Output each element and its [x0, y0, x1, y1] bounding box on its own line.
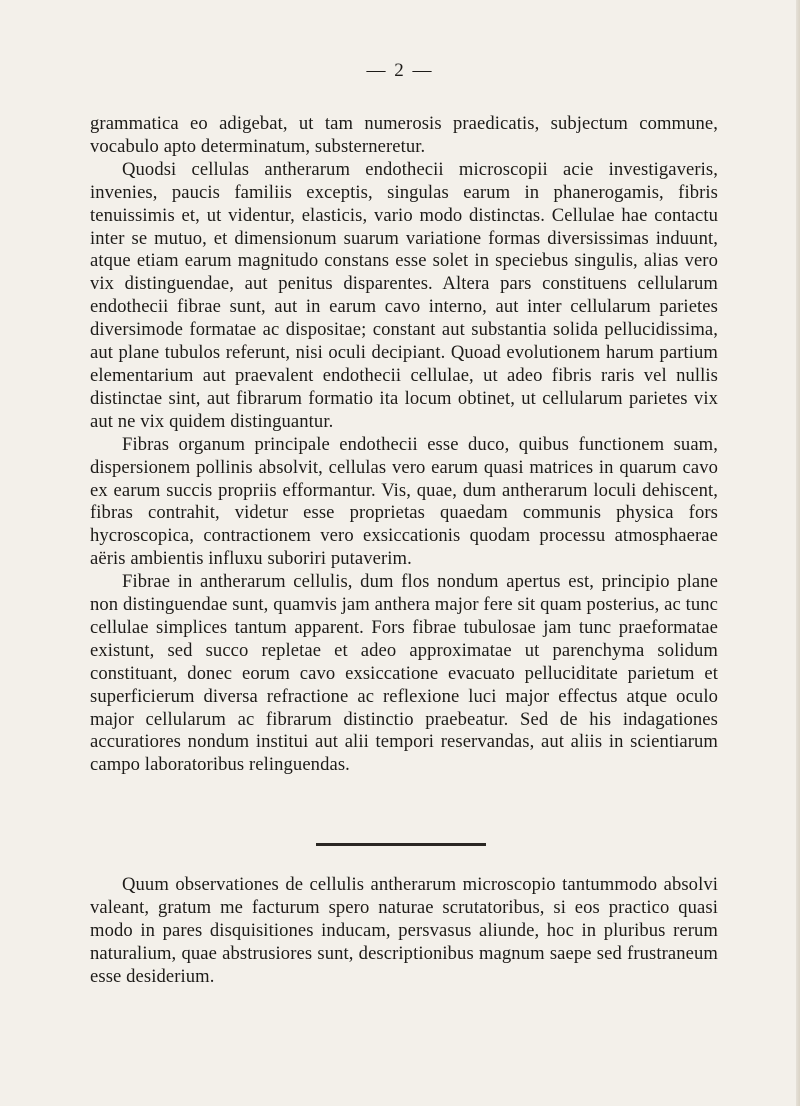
- closing-text-section: [90, 874, 718, 989]
- page-edge-shadow: [796, 0, 800, 1106]
- paragraph-fibrae: Fibrae in antherarum cellulis, dum flos nondum apertus est, principio plane non distinguendae sunt, quamvis jam anthera major fere sit quam posterius, ac tunc cellulae simplices tantum apparent. Fors fibrae tubulosae jam tunc praeformatae existunt, sed succo repletae et adeo approximatae ut parenchyma solidum constituant, donec eorum cavo exsiccatione evacuato pelluciditate parietum et superficierum diversa refractione ac reflexione luci major effectus atque oculo major cellularum ac fibrarum distinctio praebeatur. Sed de his indagationes accuratiores nondum institui aut alii tempori reservandas, aut aliis in scientiarum campo laboratoribus relinguendas.: [90, 571, 718, 776]
- section-divider: [316, 843, 486, 846]
- paragraph-cellulas: Quodsi cellulas antherarum endothecii microscopii acie investigaveris, invenies, paucis familiis exceptis, singulas earum in phanerogamis, fibris tenuissimis et, ut videntur, elasticis, vario modo distinctas. Cellulae hae contactu inter se mutuo, et dimensionum suarum variatione formas diversissimas induunt, atque etiam earum magnitudo constans esse solet in speciebus singulis, alias vero vix distinguendae, aut penitus disparentes. Altera pars constituens cellularum endothecii fibrae sunt, aut in earum cavo interno, aut inter cellularum parietes diversimode formatae ac dispositae; constant aut substantia solida pellucidissima, aut plane tubulos referunt, nisi oculi decipiant. Quoad evolutionem harum partium elementarium aut praevalent endothecii cellulae, ut adeo fibris raris vel nullis distinctae sint, aut fibrarum formatio ita locum obtinet, ut cellularum parietes vix aut ne vix quidem distinguantur.: [90, 158, 718, 432]
- paragraph-continuation: grammatica eo adigebat, ut tam numerosis praedicatis, subjectum commune, vocabulo apto determinatum, substerneretur.: [90, 113, 718, 157]
- main-text-section: [90, 113, 718, 777]
- paragraph-quum: Quum observationes de cellulis antherarum microscopio tantummodo absolvi valeant, gratum me facturum spero naturae scrutatoribus, si eos practico quasi modo in pares disquisitiones inducam, persvasus aliunde, hoc in pluribus rerum naturalium, quae abstrusiores sunt, descriptionibus magnum saepe sed frustraneum esse desiderium.: [90, 874, 718, 987]
- page-number: — 2 —: [366, 60, 434, 81]
- paragraph-fibras: Fibras organum principale endothecii esse duco, quibus functionem suam, dispersionem pollinis absolvit, cellulas vero earum quasi matrices in quarum cavo ex earum succis propriis efformantur. Vis, quae, dum antherarum loculi dehiscent, fibras contrahit, videtur esse proprietas quaedam communis physica fors hycroscopica, contractionem vero exsiccationis quodam processu atmosphaerae aëris ambientis influxu suboriri putaverim.: [90, 433, 718, 570]
